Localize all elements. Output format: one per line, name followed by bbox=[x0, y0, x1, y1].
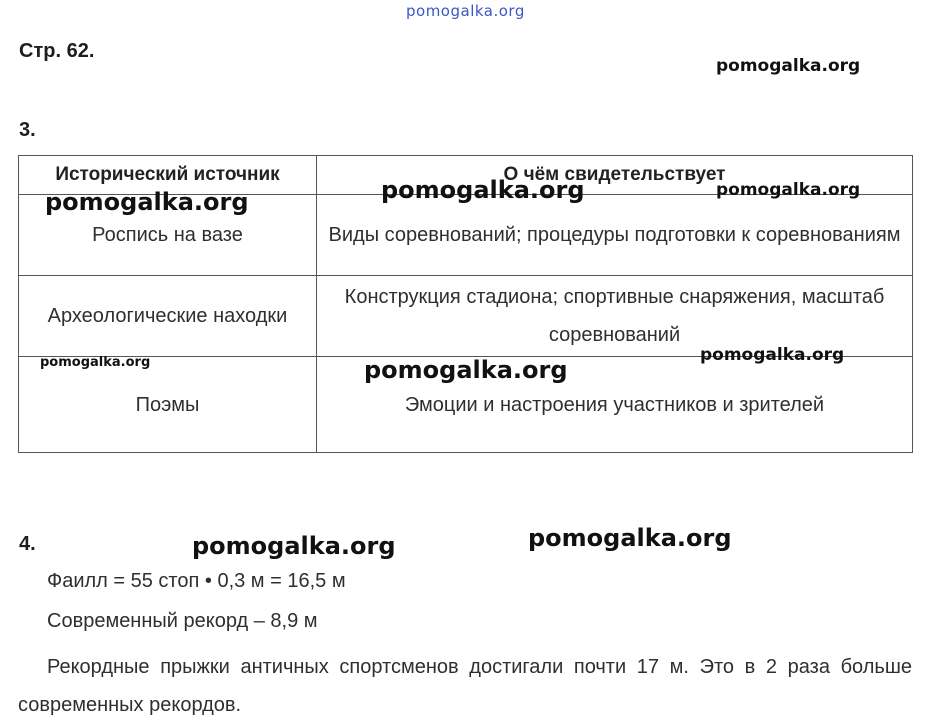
watermark: pomogalka.org bbox=[528, 524, 732, 552]
record-line: Современный рекорд – 8,9 м bbox=[47, 610, 318, 632]
calculation-line: Фаилл = 55 стоп • 0,3 м = 16,5 м bbox=[47, 570, 346, 592]
watermark: pomogalka.org bbox=[700, 345, 845, 365]
watermark-top: pomogalka.org bbox=[406, 2, 525, 20]
watermark: pomogalka.org bbox=[716, 56, 861, 76]
watermark: pomogalka.org bbox=[716, 180, 861, 200]
evidence-cell: Конструкция стадиона; спортивные снаряжения, масштаб соревнований bbox=[317, 276, 913, 357]
watermark: pomogalka.org bbox=[45, 188, 249, 216]
evidence-cell: Эмоции и настроения участников и зрителей bbox=[317, 357, 913, 453]
task-3-number: 3. bbox=[19, 119, 36, 141]
watermark: pomogalka.org bbox=[381, 176, 585, 204]
conclusion-paragraph: Рекордные прыжки античных спортсменов достигали почти 17 м. Это в 2 раза больше современных рекордов. bbox=[18, 656, 912, 716]
source-cell: Роспись на вазе bbox=[19, 195, 317, 276]
evidence-cell: Виды соревнований; процедуры подготовки к соревнованиям bbox=[317, 195, 913, 276]
task-4-number: 4. bbox=[19, 533, 36, 555]
watermark: pomogalka.org bbox=[40, 355, 151, 370]
source-cell: Поэмы bbox=[19, 357, 317, 453]
column-header: О чём свидетельствует bbox=[317, 156, 913, 195]
column-header: Исторический источник bbox=[19, 156, 317, 195]
watermark: pomogalka.org bbox=[364, 356, 568, 384]
source-cell: Археологические находки bbox=[19, 276, 317, 357]
watermark: pomogalka.org bbox=[192, 532, 396, 560]
page-reference: Стр. 62. bbox=[19, 40, 95, 62]
